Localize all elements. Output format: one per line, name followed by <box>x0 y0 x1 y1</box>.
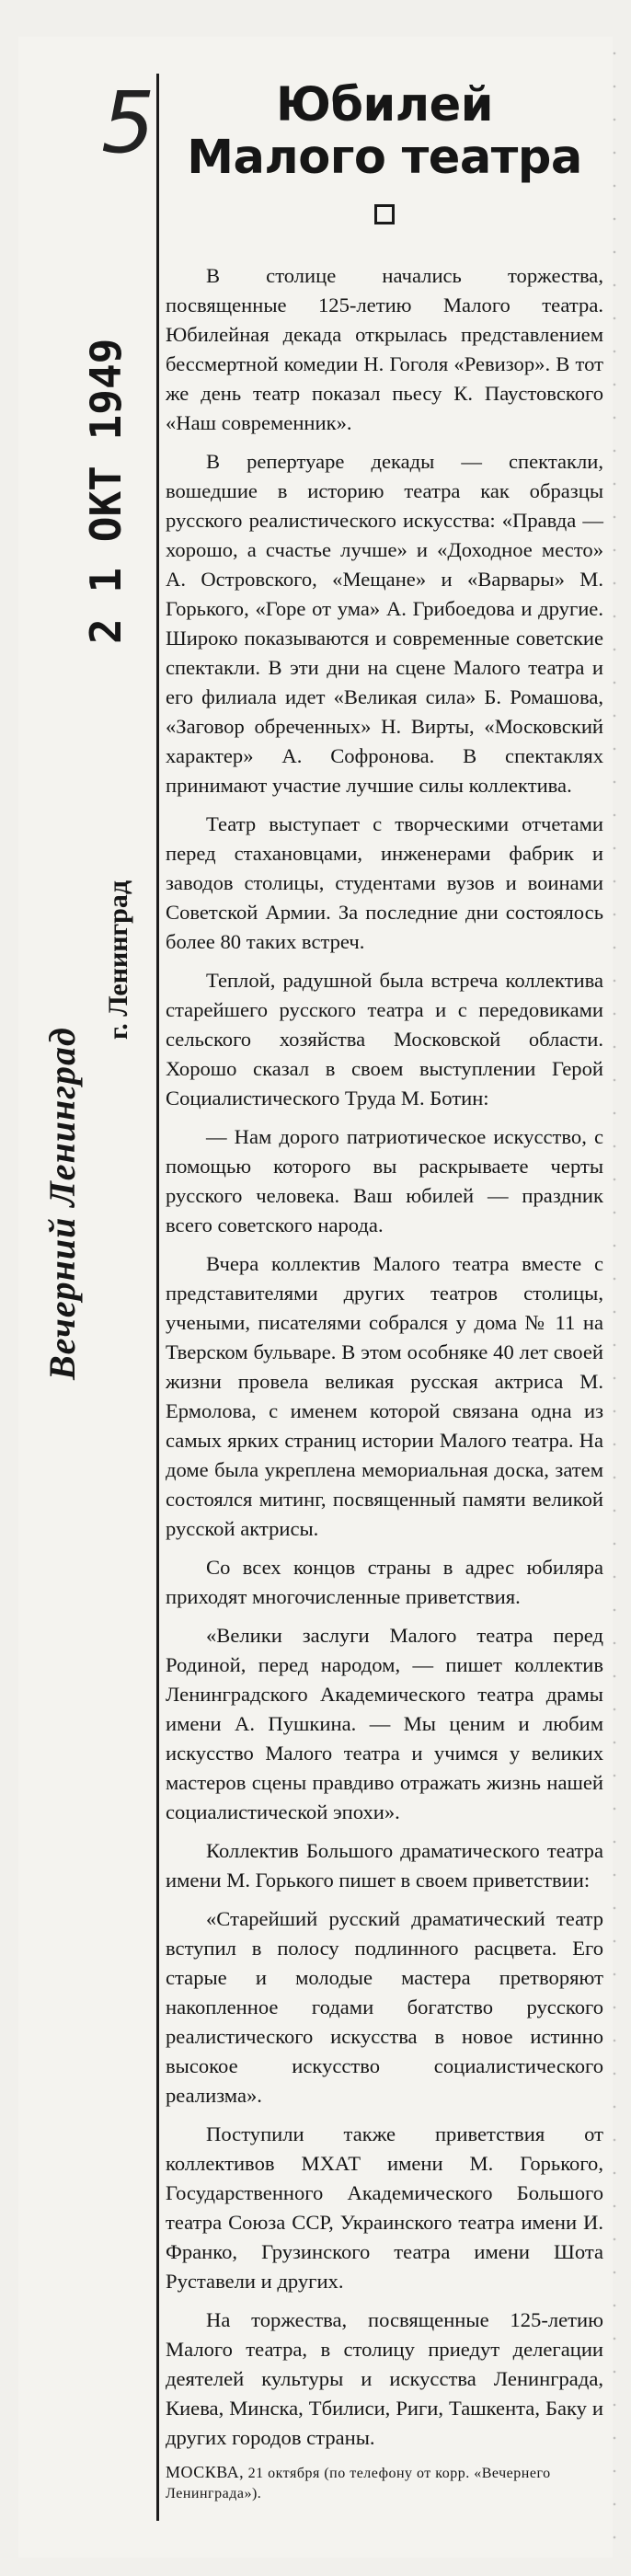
article-paragraph: На торжества, посвященные 125-летию Малого театра, в столицу приедут делегации деятелей культуры и искусства Ленинграда, Киева, Минска, Тбилиси, Риги, Ташкента, Баку и других городов страны. <box>166 2308 603 2450</box>
article-paragraph: Театр выступает с творческими отчетами перед стахановцами, инженерами фабрик и заводов столицы, студентами вузов и воинами Советской Армии. За последние дни состоялось более 80 таких встреч. <box>166 812 603 954</box>
stamp-date: 2 1 ОКТ 1949 <box>81 338 131 644</box>
perforated-edge <box>605 37 624 2558</box>
article-paragraph: В репертуаре декады — спектакли, вошедшие в историю театра как образцы русского реалистического искусства: «Правда — хорошо, а счастье лучше» и «Доходное место» А. Островского, «Мещане» и «Варвары» М. Горького, «Горе от ума» А. Грибоедова и другие. Широко показываются и современные советские спектакли. В эти дни на сцене Малого театра и его филиала идет «Великая сила» Б. Ромашова, «Заговор обреченных» Н. Вирты, «Московский характер» А. Софронова. В спектаклях принимают участие лучшие силы коллектива. <box>166 450 603 798</box>
article-paragraph: Поступили также приветствия от коллективов МХАТ имени М. Горького, Государственного Академического Большого театра Союза ССР, Украинского театра имени И. Франко, Грузинского театра имени Шота Руставели и других. <box>166 2122 603 2294</box>
title-line-1: Юбилей <box>276 78 493 132</box>
dateline-city: МОСКВА, <box>166 2463 245 2482</box>
archive-stamp <box>0 0 147 1472</box>
handwritten-mark: 5 <box>101 74 155 172</box>
article-paragraph: — Нам дорого патриотическое искусство, с помощью которого вы раскрываете черты русского человека. Ваш юбилей — праздник всего советского народа. <box>166 1125 603 1237</box>
article-paragraph: Теплой, радушной была встреча коллектива старейшего русского театра и с передовиками сельского хозяйства Московской области. Хорошо сказал в своем выступлении Герой Социалистического Труда М. Ботин: <box>166 969 603 1110</box>
article-title <box>166 79 603 184</box>
article-paragraph: Со всех концов страны в адрес юбиляра приходят многочисленные приветствия. <box>166 1556 603 1609</box>
dateline-source: 21 октября (по телефону от корр. «Вечернего Ленинграда»). <box>166 2466 551 2502</box>
column-rule <box>156 74 159 2521</box>
article-paragraph: Коллектив Большого драматического театра имени М. Горького пишет в своем приветствии: <box>166 1839 603 1892</box>
square-ornament <box>374 204 395 224</box>
article-paragraph: «Старейший русский драматический театр вступил в полосу подлинного расцвета. Его старые и молодые мастера претворяют накопленное годами богатство русского реалистического искусства в новое истинно высокое искусство социалистического реализма». <box>166 1907 603 2108</box>
article-paragraph: «Велики заслуги Малого театра перед Родиной, перед народом, — пишет коллектив Ленинградского Академического театра драмы имени А. Пушкина. — Мы ценим и любим искусство Малого театра и учимся у великих мастеров сцены правдиво отражать жизнь нашей социалистической эпохи». <box>166 1624 603 1824</box>
stamp-newspaper-name: Вечерний Ленинград <box>41 1027 83 1380</box>
article-paragraph: В столице начались торжества, посвященные 125-летию Малого театра. Юбилейная декада открылась представлением бессмертной комедии Н. Гоголя «Ревизор». В тот же день театр показал пьесу К. Паустовского «Наш современник». <box>166 264 603 435</box>
dateline <box>166 2462 603 2504</box>
stamp-city: г. Ленинград <box>103 880 133 1040</box>
article-paragraph: Вчера коллектив Малого театра вместе с представителями других театров столицы, учеными, писателями собрался у дома № 11 на Тверском бульваре. В этом особняке 40 лет своей жизни провела великая русская актриса М. Ермолова, с именем которой связана одна из самых ярких страниц истории Малого театра. На доме была укреплена мемориальная доска, затем состоялся митинг, посвященный памяти великой русской актрисы. <box>166 1252 603 1541</box>
article <box>166 79 603 2504</box>
title-line-2: Малого театра <box>187 131 582 186</box>
